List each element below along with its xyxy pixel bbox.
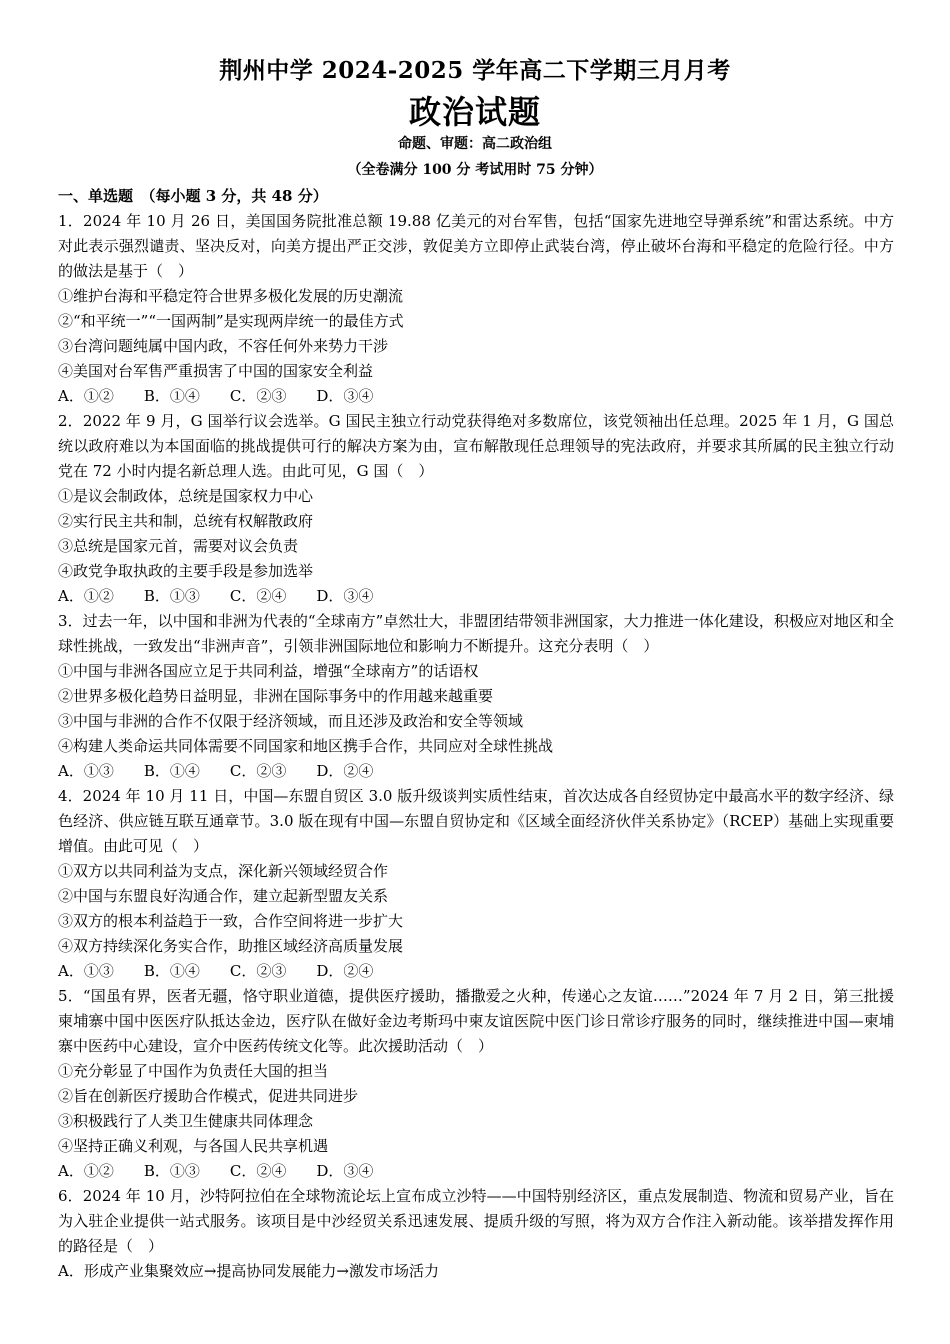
choice-d: D．②④ [316, 962, 374, 980]
question-list [58, 184, 894, 1284]
question-stem: 4．2024 年 10 月 11 日，中国—东盟自贸区 3.0 版升级谈判实质性结束，首次达成各自经贸协定中最高水平的数字经济、绿色经济、供应链互联互通章节。3.0 版在现有中国—东盟自贸协定和《区域全面经济伙伴关系协定》（RCEP）基础上实现重要增值。由此可见（ ） [58, 787, 894, 855]
option-1: ①中国与非洲各国应立足于共同利益，增强“全球南方”的话语权 [58, 662, 479, 680]
choice-a: A．①③ [58, 962, 114, 980]
choice-b: B．①④ [143, 387, 200, 405]
option-2: ②“和平统一”“一国两制”是实现两岸统一的最佳方式 [58, 312, 404, 330]
choice-d: D．③④ [316, 1162, 374, 1180]
choice-d: D．③④ [316, 587, 374, 605]
question-5 [58, 984, 894, 1184]
authors-line: 命题、审题：高二政治组 [398, 136, 552, 152]
option-4: ④美国对台军售严重损害了中国的国家安全利益 [58, 362, 374, 380]
answer-choices [58, 384, 894, 409]
choice-b: B．①③ [143, 1162, 200, 1180]
option-4: ④构建人类命运共同体需要不同国家和地区携手合作，共同应对全球性挑战 [58, 737, 554, 755]
option-2: ②旨在创新医疗援助合作模式，促进共同进步 [58, 1087, 359, 1105]
section-heading: 一、单选题 （每小题 3 分，共 48 分） [58, 187, 328, 205]
option-3: ③台湾问题纯属中国内政，不容任何外来势力干涉 [58, 337, 389, 355]
option-4: ④双方持续深化务实合作，助推区域经济高质量发展 [58, 937, 404, 955]
answer-choices [58, 959, 894, 984]
question-stem: 2．2022 年 9 月，G 国举行议会选举。G 国民主独立行动党获得绝对多数席位，该党领袖出任总理。2025 年 1 月，G 国总统以政府难以为本国面临的挑战提供可行的解决方案为由，宣布解散现任总理领导的宪法政府，并要求其所属的民主独立行动党在 72 小时内提名新总理人选。由此可见，G 国（ ） [58, 412, 894, 480]
choice-c: C．②③ [229, 762, 287, 780]
option-2: ②实行民主共和制，总统有权解散政府 [58, 512, 314, 530]
subject-title: 政治试题 [408, 93, 541, 131]
choice-c: C．②③ [229, 962, 287, 980]
choice-c: C．②④ [229, 1162, 287, 1180]
answer-choices [58, 584, 894, 609]
question-stem: 6．2024 年 10 月，沙特阿拉伯在全球物流论坛上宣布成立沙特——中国特别经济区，重点发展制造、物流和贸易产业，旨在为入驻企业提供一站式服务。该项目是中沙经贸关系迅速发展、提质升级的写照，将为双方合作注入新动能。该举措发挥作用的路径是（ ） [58, 1187, 894, 1255]
option-3: ③双方的根本利益趋于一致，合作空间将进一步扩大 [58, 912, 404, 930]
question-stem: 5．“国虽有界，医者无疆，恪守职业道德，提供医疗援助，播撒爱之火种，传递心之友谊……”2024 年 7 月 2 日，第三批援柬埔寨中国中医医疗队抵达金边，医疗队在做好金边考斯玛中柬友谊医院中医门诊日常诊疗服务的同时，继续推进中国—柬埔寨中医药中心建设，宣介中医药传统文化等。此次援助活动（ ） [58, 987, 894, 1055]
choice-d: D．③④ [316, 387, 374, 405]
choice-a: A．①② [58, 1162, 114, 1180]
answer-choices [58, 1159, 894, 1184]
option-3: ③中国与非洲的合作不仅限于经济领域，而且还涉及政治和安全等领域 [58, 712, 524, 730]
question-stem: 3．过去一年，以中国和非洲为代表的“全球南方”卓然壮大，非盟团结带领非洲国家，大力推进一体化建设，积极应对地区和全球性挑战，一致发出“非洲声音”，引领非洲国际地位和影响力不断提升。这充分表明（ ） [58, 612, 894, 655]
option-1: ①是议会制政体，总统是国家权力中心 [58, 487, 314, 505]
choice-b: B．①④ [143, 962, 200, 980]
question-6 [58, 1184, 894, 1284]
choice-a: A．①② [58, 387, 114, 405]
question-4 [58, 784, 894, 984]
option-1: ①充分彰显了中国作为负责任大国的担当 [58, 1062, 329, 1080]
option-2: ②世界多极化趋势日益明显，非洲在国际事务中的作用越来越重要 [58, 687, 494, 705]
choice-b: B．①③ [143, 587, 200, 605]
choice-c: C．②③ [229, 387, 287, 405]
option-3: ③积极践行了人类卫生健康共同体理念 [58, 1112, 314, 1130]
option-4: ④坚持正确义利观，与各国人民共享机遇 [58, 1137, 329, 1155]
exam-info-line: （全卷满分 100 分 考试用时 75 分钟） [347, 162, 603, 178]
option-a: A．形成产业集聚效应→提高协同发展能力→激发市场活力 [58, 1262, 439, 1280]
question-1 [58, 209, 894, 409]
option-3: ③总统是国家元首，需要对议会负责 [58, 537, 299, 555]
choice-d: D．②④ [316, 762, 374, 780]
answer-choices [58, 759, 894, 784]
choice-a: A．①③ [58, 762, 114, 780]
choice-a: A．①② [58, 587, 114, 605]
option-4: ④政党争取执政的主要手段是参加选举 [58, 562, 314, 580]
choice-c: C．②④ [229, 587, 287, 605]
question-2 [58, 409, 894, 609]
option-1: ①双方以共同利益为支点，深化新兴领域经贸合作 [58, 862, 389, 880]
choice-b: B．①④ [143, 762, 200, 780]
option-1: ①维护台海和平稳定符合世界多极化发展的历史潮流 [58, 287, 404, 305]
option-2: ②中国与东盟良好沟通合作，建立起新型盟友关系 [58, 887, 389, 905]
exam-title: 荆州中学 2024-2025 学年高二下学期三月月考 [219, 57, 731, 84]
question-3 [58, 609, 894, 784]
question-stem: 1．2024 年 10 月 26 日，美国国务院批准总额 19.88 亿美元的对台军售，包括“国家先进地空导弹系统”和雷达系统。中方对此表示强烈谴责、坚决反对，向美方提出严正交涉，敦促美方立即停止武装台湾，停止破坏台海和平稳定的危险行径。中方的做法是基于（ ） [58, 212, 894, 280]
